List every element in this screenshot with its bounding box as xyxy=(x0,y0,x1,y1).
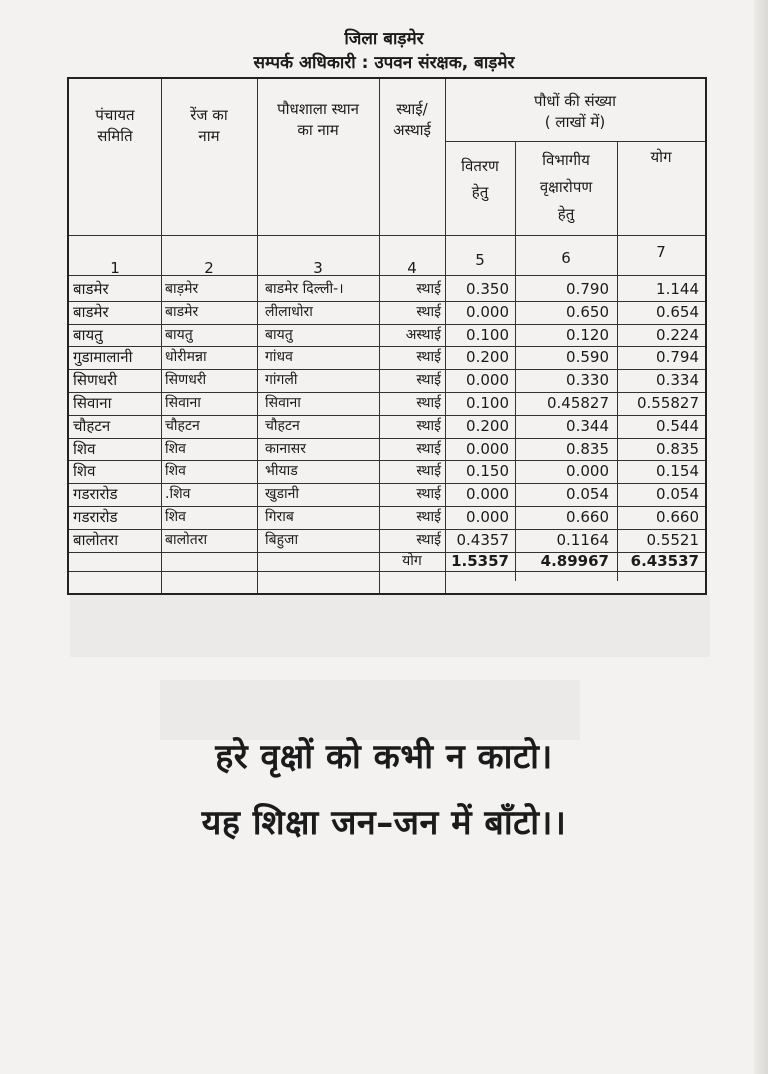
table-cell: स्थाई xyxy=(416,395,441,411)
table-cell: बाडमेर दिल्ली-। xyxy=(265,281,344,297)
table-cell: धोरीमन्ना xyxy=(165,349,207,366)
header-line: योग xyxy=(650,148,672,166)
table-cell: 0.000 xyxy=(466,302,509,321)
table-cell: स्थाई xyxy=(416,417,441,434)
table-cell: शिव xyxy=(165,440,186,457)
table-cell: गडरारोड xyxy=(73,508,118,526)
table-cell: 0.054 xyxy=(566,485,609,504)
table-cell: 1.144 xyxy=(656,280,699,298)
table-cell: 0.150 xyxy=(466,462,509,481)
slogan-line-1: हरे वृक्षों को कभी न काटो। xyxy=(215,737,553,777)
table-cell: 0.660 xyxy=(566,508,609,526)
table-cell: चौहटन xyxy=(73,416,111,435)
table-cell: भीयाड xyxy=(265,463,298,480)
nursery-table xyxy=(67,77,707,595)
table-cell: .शिव xyxy=(165,486,191,503)
column-number: 4 xyxy=(407,259,417,277)
total-departmental: 4.89967 xyxy=(540,552,609,570)
column-number: 3 xyxy=(313,259,323,277)
table-cell: शिव xyxy=(165,463,186,480)
bleed-through-mark xyxy=(160,680,580,740)
header-line: वितरण xyxy=(461,157,499,175)
header-departmental-plantation xyxy=(515,147,617,228)
table-cell: 0.55827 xyxy=(636,394,699,412)
table-cell: शिव xyxy=(165,509,186,525)
column-number: 5 xyxy=(475,251,485,269)
table-cell: गांधव xyxy=(265,349,293,366)
table-cell: 0.054 xyxy=(656,485,699,504)
header-line: रेंज का xyxy=(190,106,228,124)
table-cell: बायतु xyxy=(165,326,193,343)
table-cell: 0.200 xyxy=(466,348,509,367)
table-cell: स्थाई xyxy=(416,509,441,525)
table-cell: बालोतरा xyxy=(165,531,208,548)
table-cell: 0.794 xyxy=(656,348,699,367)
district-title: जिला बाड़मेर xyxy=(344,29,424,49)
header-line: पंचायत xyxy=(95,106,135,124)
slogan-line-2: यह शिक्षा जन–जन में बाँटो।। xyxy=(201,803,567,843)
table-cell: सिवाना xyxy=(73,394,112,412)
column-divider xyxy=(257,79,258,593)
table-cell: सिवाना xyxy=(265,395,301,411)
table-cell: 0.660 xyxy=(656,508,699,526)
header-plant-count xyxy=(445,91,705,133)
table-cell: बिहुजा xyxy=(265,531,299,548)
header-line: वृक्षारोपण xyxy=(539,178,593,196)
column-number: 2 xyxy=(204,259,214,277)
table-cell: 0.100 xyxy=(466,325,509,344)
header-line: समिति xyxy=(97,127,133,145)
header-nursery-name xyxy=(257,99,379,141)
header-range-name xyxy=(161,105,257,147)
table-cell: 0.45827 xyxy=(546,394,609,412)
table-cell: 0.344 xyxy=(566,416,609,435)
table-cell: 0.000 xyxy=(466,485,509,504)
column-number: 6 xyxy=(561,249,571,267)
table-cell: गडरारोड xyxy=(73,485,118,504)
table-cell: 0.835 xyxy=(566,439,609,458)
table-cell: 0.100 xyxy=(466,394,509,412)
header-line: पौधों की संख्या xyxy=(534,92,616,110)
header-total xyxy=(617,147,705,168)
table-cell: 0.154 xyxy=(656,462,699,481)
table-cell: 0.590 xyxy=(566,348,609,367)
header-divider xyxy=(69,235,705,236)
total-grand: 6.43537 xyxy=(630,552,699,570)
table-cell: सिवाना xyxy=(165,395,201,411)
column-divider xyxy=(161,79,162,593)
header-line: हेतु xyxy=(471,183,489,201)
table-cell: गुडामालानी xyxy=(73,348,133,367)
header-line: अस्थाई xyxy=(393,121,431,139)
table-cell: चौहटन xyxy=(165,417,200,434)
table-cell: 0.654 xyxy=(656,302,699,321)
table-cell: स्थाई xyxy=(416,463,441,480)
table-cell: बालोतरा xyxy=(73,530,119,549)
table-cell: 0.790 xyxy=(566,280,609,298)
table-cell: 0.4357 xyxy=(456,530,509,549)
table-cell: 0.835 xyxy=(656,439,699,458)
table-cell: 0.200 xyxy=(466,416,509,435)
table-cell: बाडमेर xyxy=(73,280,109,298)
table-cell: बाडमेर xyxy=(73,302,109,321)
header-line: ( लाखों में) xyxy=(544,113,606,131)
total-distribution: 1.5357 xyxy=(451,552,509,570)
table-cell: 0.000 xyxy=(466,508,509,526)
header-line: नाम xyxy=(198,127,220,145)
total-label: योग xyxy=(402,553,422,569)
table-cell: खुडानी xyxy=(265,486,299,503)
table-cell: सिणधरी xyxy=(73,371,118,390)
table-cell: 0.5521 xyxy=(646,530,699,549)
header-line: का नाम xyxy=(297,121,339,139)
table-cell: 0.1164 xyxy=(556,530,609,549)
header-panchayat-samiti xyxy=(69,105,161,147)
table-cell: स्थाई xyxy=(416,372,441,389)
header-line: पौधशाला स्थान xyxy=(277,100,359,118)
header-distribution xyxy=(445,153,515,205)
table-cell: सिणधरी xyxy=(165,372,207,389)
table-cell: शिव xyxy=(73,462,96,481)
table-cell: बाडमेर xyxy=(165,303,199,320)
table-cell: बाड़मेर xyxy=(165,281,199,297)
bleed-through-mark xyxy=(70,595,710,657)
header-group-divider xyxy=(445,141,705,142)
table-cell: 0.000 xyxy=(566,462,609,481)
column-number: 7 xyxy=(656,243,666,261)
table-cell: स्थाई xyxy=(416,486,441,503)
table-cell: स्थाई xyxy=(416,440,441,457)
table-cell: अस्थाई xyxy=(405,326,441,343)
table-cell: 0.350 xyxy=(466,280,509,298)
table-cell: 0.544 xyxy=(656,416,699,435)
table-cell: स्थाई xyxy=(416,349,441,366)
table-cell: 0.120 xyxy=(566,325,609,344)
table-cell: शिव xyxy=(73,439,96,458)
header-line: स्थाई/ xyxy=(396,100,428,118)
table-cell: स्थाई xyxy=(416,531,441,548)
contact-officer: सम्पर्क अधिकारी : उपवन संरक्षक, बाड़मेर xyxy=(253,53,515,73)
table-cell: 0.650 xyxy=(566,302,609,321)
table-bottom-rule xyxy=(69,571,705,572)
table-cell: गिराब xyxy=(265,509,294,525)
column-number: 1 xyxy=(110,259,120,277)
header-permanent-temporary xyxy=(379,99,445,141)
table-cell: 0.000 xyxy=(466,371,509,390)
table-cell: गांगली xyxy=(265,372,298,389)
table-cell: 0.224 xyxy=(656,325,699,344)
header-line: हेतु xyxy=(557,205,575,223)
page-edge xyxy=(754,0,768,1074)
table-cell: स्थाई xyxy=(416,281,441,297)
table-cell: लीलाधोरा xyxy=(265,303,313,320)
table-cell: 0.334 xyxy=(656,371,699,390)
table-cell: 0.330 xyxy=(566,371,609,390)
table-cell: बायतु xyxy=(265,326,293,343)
table-cell: चौहटन xyxy=(265,417,300,434)
table-cell: बायतु xyxy=(73,325,103,344)
table-cell: 0.000 xyxy=(466,439,509,458)
table-cell: कानासर xyxy=(265,440,306,457)
header-line: विभागीय xyxy=(542,151,590,169)
table-cell: स्थाई xyxy=(416,303,441,320)
